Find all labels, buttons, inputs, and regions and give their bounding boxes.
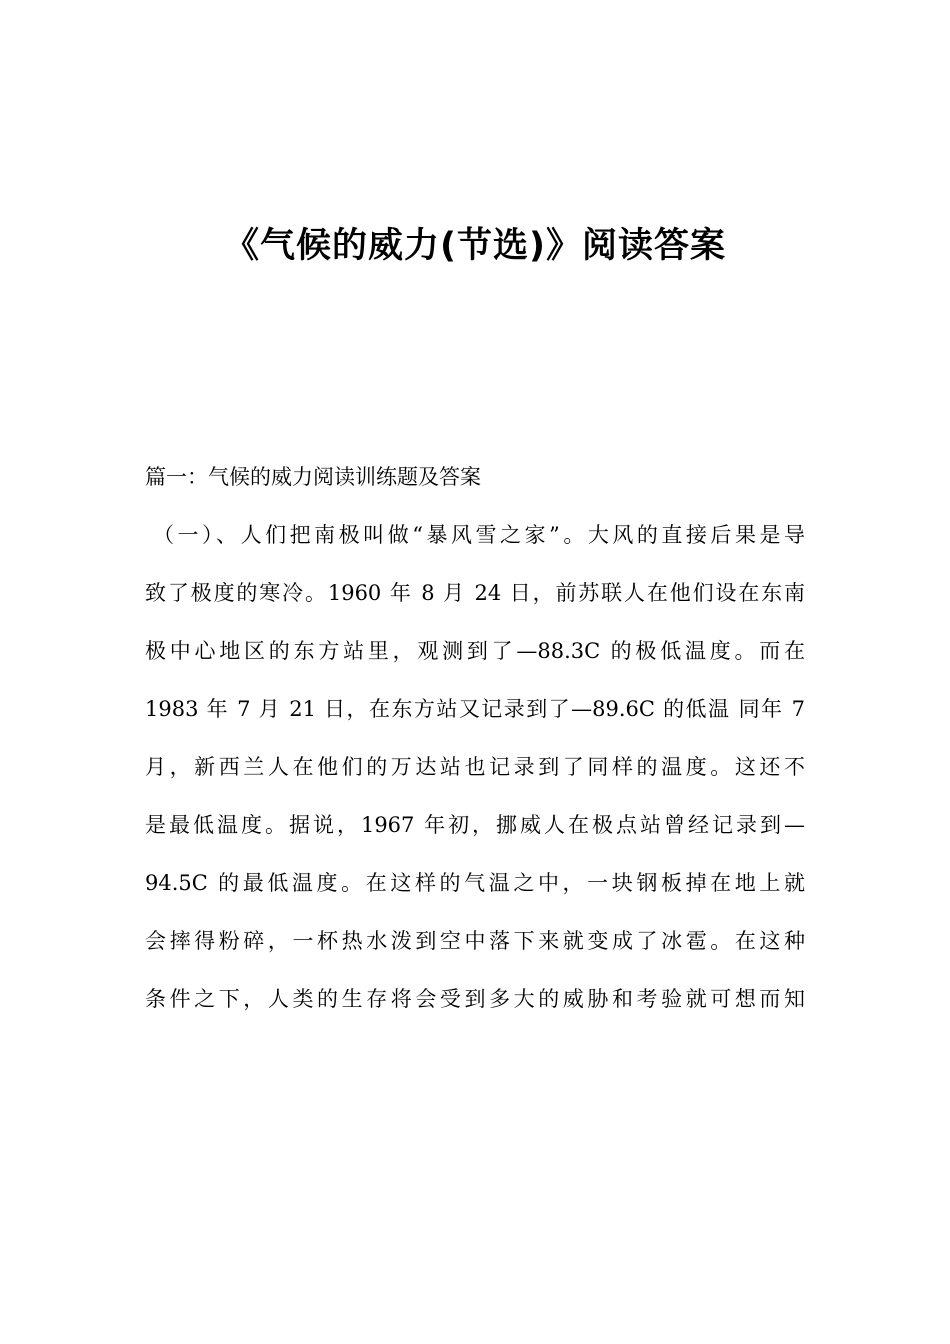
paragraph-line-6: 是最低温度。据说，1967 年初，挪威人在极点站曾经记录到— [145,813,805,837]
paragraph-line-8: 会摔得粉碎，一杯热水泼到空中落下来就变成了冰雹。在这种 [145,929,805,953]
paragraph-line-1: （一）、人们把南极叫做“暴风雪之家”。大风的直接后果是导 [153,523,805,547]
paragraph-line-9: 条件之下，人类的生存将会受到多大的威胁和考验就可想而知 [145,987,805,1011]
section-heading: 篇一：气候的威力阅读训练题及答案 [145,465,481,489]
document-body [145,452,805,1032]
page-title: 《气候的威力(节选)》阅读答案 [224,226,726,266]
paragraph-line-3: 极中心地区的东方站里，观测到了—88.3C 的极低温度。而在 [145,639,805,663]
paragraph-line-4: 1983 年 7 月 21 日，在东方站又记录到了—89.6C 的低温 同年 7 [145,697,805,721]
paragraph-line-2: 致了极度的寒冷。1960 年 8 月 24 日，前苏联人在他们设在东南 [145,581,805,605]
paragraph-line-5: 月，新西兰人在他们的万达站也记录到了同样的温度。这还不 [145,755,805,779]
paragraph-line-7: 94.5C 的最低温度。在这样的气温之中，一块钢板掉在地上就 [145,871,805,895]
